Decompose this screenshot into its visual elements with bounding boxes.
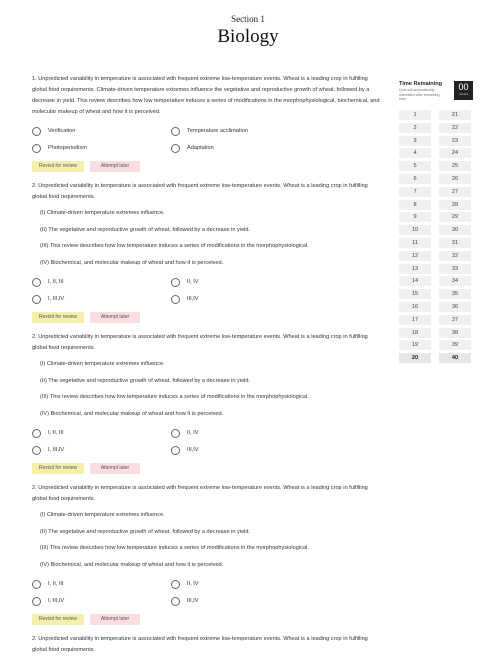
question-block [32,332,380,474]
question-nav-item[interactable]: 5 [399,161,431,171]
question-nav-item[interactable]: 20 [399,353,431,363]
question-nav-item[interactable]: 11 [399,238,431,248]
option-label: II, IV [187,278,199,285]
answer-option[interactable] [171,595,310,607]
answer-option[interactable] [171,444,310,456]
answer-option[interactable] [32,142,171,154]
question-nav-item[interactable]: 31 [439,238,471,248]
option-label: I, II, III [48,278,64,285]
revisit-for-review-button[interactable]: Revisit for review [32,463,84,474]
answer-option[interactable] [32,444,171,456]
question-nav-item[interactable]: 29 [439,212,471,222]
answer-option[interactable] [32,427,171,439]
radio-button[interactable] [32,597,41,606]
option-label: I, III,IV [48,295,65,302]
question-statement: (III) This review describes how low temperature induces a series of modifications in the morphophysiological. [40,243,309,249]
question-nav-item[interactable]: 1 [399,110,431,120]
attempt-later-button[interactable]: Attempt later [90,161,140,172]
option-label: Adaptation [187,144,214,151]
question-stem: 2. Unpredicted variability in temperature is associated with frequent extreme low-temperature events. Wheat is a leading crop in fulfilling global food requirements. [32,334,368,351]
question-block [32,634,380,656]
question-nav-item[interactable]: 27 [439,187,471,197]
answer-options [32,276,380,305]
option-label: III,IV [187,597,199,604]
option-label: I, III,IV [48,597,65,604]
question-list [32,74,380,656]
question-statement: (III) This review describes how low temperature induces a series of modifications in the morphophysiological. [40,545,309,551]
answer-option[interactable] [171,276,310,288]
answer-option[interactable] [171,427,310,439]
option-label: II, IV [187,580,199,587]
question-statement: (II) The vegetative and reproductive growth of wheat, followed by a decrease in yield. [40,377,251,384]
question-nav-item[interactable]: 14 [399,276,431,286]
answer-options [32,578,380,607]
question-nav-item[interactable]: 2 [399,123,431,133]
timer-unit: minutes [458,93,469,96]
revisit-for-review-button[interactable]: Revisit for review [32,614,84,625]
attempt-later-button[interactable]: Attempt later [90,463,140,474]
question-nav-item[interactable]: 32 [439,251,471,261]
question-nav-item[interactable]: 12 [399,251,431,261]
question-statement: (II) The vegetative and reproductive growth of wheat, followed by a decrease in yield. [40,528,251,535]
question-nav-item[interactable]: 16 [399,302,431,312]
question-nav-item[interactable]: 4 [399,148,431,158]
question-nav-item[interactable]: 25 [439,161,471,171]
option-label: I, II, III [48,429,64,436]
answer-option[interactable] [171,142,310,154]
revisit-for-review-button[interactable]: Revisit for review [32,161,84,172]
question-nav-item[interactable]: 23 [439,136,471,146]
question-nav-item[interactable]: 40 [439,353,471,363]
question-nav-item[interactable]: 28 [439,200,471,210]
radio-button[interactable] [171,278,180,287]
radio-button[interactable] [32,429,41,438]
answer-option[interactable] [32,595,171,607]
answer-option[interactable] [32,578,171,590]
question-stem: 2. Unpredicted variability in temperature is associated with frequent extreme low-temperature events. Wheat is a leading crop in fulfilling global food requirements. [32,183,368,200]
question-nav-item[interactable]: 37 [439,315,471,325]
question-nav-item[interactable]: 19 [399,340,431,350]
radio-button[interactable] [32,127,41,136]
question-statement: (IV) Biochemical, and molecular makeup of wheat and how it is perceived. [40,410,224,417]
question-nav-item[interactable]: 13 [399,264,431,274]
section-label: Section 1 [231,14,265,24]
radio-button[interactable] [171,597,180,606]
radio-button[interactable] [171,580,180,589]
attempt-later-button[interactable]: Attempt later [90,312,140,323]
question-nav-item[interactable]: 36 [439,302,471,312]
question-nav-item[interactable]: 26 [439,174,471,184]
radio-button[interactable] [171,429,180,438]
option-label: I, III,IV [48,446,65,453]
question-nav-item[interactable]: 6 [399,174,431,184]
radio-button[interactable] [32,446,41,455]
timer-title: Time Remaining [399,81,443,87]
page-title: Biology [217,26,279,47]
timer-display [454,81,473,100]
question-nav-item[interactable]: 38 [439,328,471,338]
radio-button[interactable] [32,278,41,287]
question-nav-item[interactable]: 7 [399,187,431,197]
radio-button[interactable] [171,446,180,455]
option-label: I, II, III [48,580,64,587]
question-actions [32,614,380,625]
timer-subtitle: Quiz will automatically submitted after remaining time [399,88,440,102]
radio-button[interactable] [171,295,180,304]
question-statement: (I) Climate-driven temperature extremes influence. [40,210,165,216]
question-block [32,483,380,625]
question-stem: 1. Unpredicted variability in temperature is associated with frequent extreme low-temperature events. Wheat is a leading crop in fulfilling global food requirements. Climate-driven temperature extremes influence the vegetative and reproductive growth of wheat, followed by a decrease in yield. This review describes how low temperature induces a series of modifications in the morphophysiological, biochemical, and molecular makeup of wheat and how it is perceived. [32,76,380,115]
question-statement: (II) The vegetative and reproductive growth of wheat, followed by a decrease in yield. [40,226,251,233]
option-label: Temperature acclimation [187,127,248,134]
radio-button[interactable] [171,144,180,153]
option-label: III,IV [187,446,199,453]
option-label: III,IV [187,295,199,302]
question-nav-item[interactable]: 24 [439,148,471,158]
question-statement: (I) Climate-driven temperature extremes influence. [40,512,165,518]
question-nav-item[interactable]: 10 [399,225,431,235]
question-nav-item[interactable]: 30 [439,225,471,235]
radio-button[interactable] [32,144,41,153]
sidebar [399,81,473,362]
answer-option[interactable] [171,293,310,305]
radio-button[interactable] [171,127,180,136]
radio-button[interactable] [32,295,41,304]
question-statement: (I) Climate-driven temperature extremes influence. [40,361,165,367]
question-nav-item[interactable]: 39 [439,340,471,350]
answer-options [32,125,380,154]
radio-button[interactable] [32,580,41,589]
question-nav-item[interactable]: 8 [399,200,431,210]
answer-option[interactable] [32,276,171,288]
question-stem: 2. Unpredicted variability in temperature is associated with frequent extreme low-temperature events. Wheat is a leading crop in fulfilling global food requirements. [32,485,368,502]
question-nav-item[interactable]: 22 [439,123,471,133]
answer-option[interactable] [32,125,171,137]
question-nav-item[interactable]: 18 [399,328,431,338]
question-nav-item[interactable]: 9 [399,212,431,222]
question-block [32,74,380,172]
option-label: Verification [48,127,76,134]
question-actions [32,312,380,323]
question-nav-item[interactable]: 35 [439,289,471,299]
option-label: II, IV [187,429,199,436]
question-nav-item[interactable]: 33 [439,264,471,274]
question-nav-item[interactable]: 17 [399,315,431,325]
question-nav-item[interactable]: 3 [399,136,431,146]
question-nav-item[interactable]: 21 [439,110,471,120]
question-statement: (III) This review describes how low temperature induces a series of modifications in the morphophysiological. [40,394,309,400]
question-actions [32,161,380,172]
revisit-for-review-button[interactable]: Revisit for review [32,312,84,323]
timer-value: 00 [458,82,469,92]
question-stem: 2. Unpredicted variability in temperature is associated with frequent extreme low-temperature events. Wheat is a leading crop in fulfilling global food requirements. [32,636,368,653]
question-statement: (IV) Biochemical, and molecular makeup of wheat and how it is perceived. [40,561,224,568]
answer-option[interactable] [171,125,310,137]
question-nav-item[interactable]: 34 [439,276,471,286]
answer-options [32,427,380,456]
attempt-later-button[interactable]: Attempt later [90,614,140,625]
question-block [32,181,380,323]
question-nav-item[interactable]: 15 [399,289,431,299]
answer-option[interactable] [171,578,310,590]
question-statement: (IV) Biochemical, and molecular makeup of wheat and how it is perceived. [40,259,224,266]
answer-option[interactable] [32,293,171,305]
option-label: Photoperiodism [48,144,87,151]
question-actions [32,463,380,474]
